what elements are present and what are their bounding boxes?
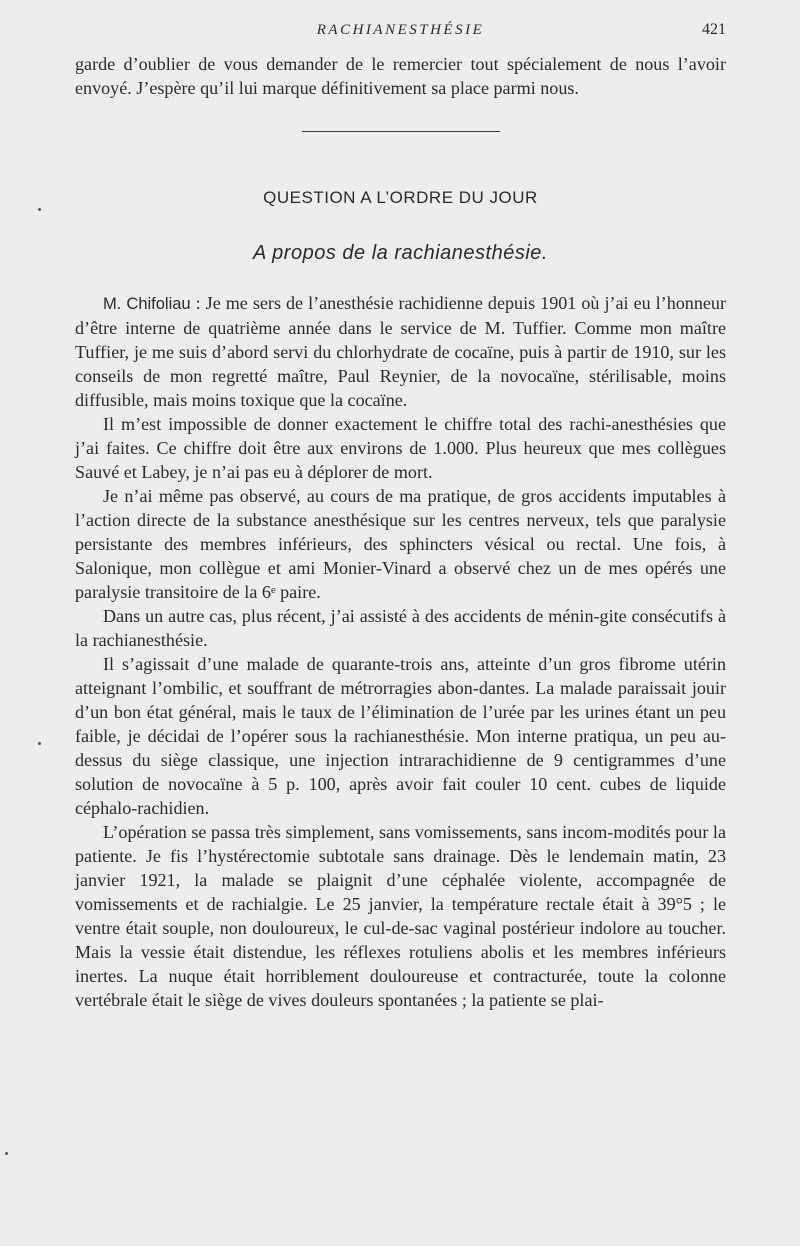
- section-divider: [302, 131, 500, 132]
- paragraph-case-history: Il s’agissait d’une malade de quarante-trois ans, atteinte d’un gros fibrome utérin atteignant l’ombilic, et souffrant de métrorragies abon-dantes. La malade paraissait jouir d’un bon état général, mais le taux de l’élimination de l’urée par les urines étant un peu faible, je décidai de l’opérer sous la rachianesthésie. Mon interne pratiqua, un peu au-dessus du siège classique, une injection intrarachidienne de 9 centigrammes d’une solution de novocaïne à 5 p. 100, après avoir fait couler 10 cent. cubes de liquide céphalo-rachidien.: [75, 654, 726, 818]
- paragraph-operation: L’opération se passa très simplement, sans vomissements, sans incom-modités pour la patiente. Je fis l’hystérectomie subtotale sans drainage. Dès le lendemain matin, 23 janvier 1921, la malade se plaignit d’une céphalée violente, accompagnée de vomissements et de rachialgie. Le 25 janvier, la température rectale était à 39°5 ; le ventre était souple, non douloureux, le cul-de-sac vaginal postérieur indolore au toucher. Mais la vessie était distendue, les réflexes rotuliens abolis et les membres inférieurs inertes. La nuque était horriblement douloureuse et contracturée, toute la colonne vertébrale était le siège de vives douleurs spontanées ; la patiente se plai-: [75, 822, 726, 1010]
- print-speck: [38, 742, 41, 745]
- speaker-name: M. Chifoliau: [103, 295, 191, 313]
- print-speck: [38, 208, 41, 211]
- running-head: [75, 0, 726, 52]
- intro-paragraph: garde d’oublier de vous demander de le remercier tout spécialement de nous l’avoir envoyé. J’espère qu’il lui marque définitivement sa place parmi nous.: [75, 54, 726, 98]
- section-title: QUESTION A L’ORDRE DU JOUR: [263, 188, 538, 207]
- first-paragraph: [75, 291, 726, 412]
- paragraph-meningitis: Dans un autre cas, plus récent, j’ai assisté à des accidents de ménin-gite consécutifs à la rachianesthésie.: [75, 606, 726, 650]
- paragraph-accidents: Je n’ai même pas observé, au cours de ma pratique, de gros accidents imputables à l’action directe de la substance anesthésique sur les centres nerveux, tels que paralysie persistante des membres inférieurs, des sphincters vésical ou rectal. Une fois, à Salonique, mon collègue et ami Monier-Vinard a observé chez un de mes opérés une paralysie transitoire de la 6ᵉ paire.: [75, 486, 726, 602]
- print-speck: [5, 1152, 8, 1155]
- first-paragraph-text: : Je me sers de l’anesthésie rachidienne depuis 1901 où j’ai eu l’honneur d’être interne de quatrième année dans le service de M. Tuffier. Comme mon maître Tuffier, je me suis d’abord servi du chlorhydrate de cocaïne, puis à partir de 1910, sur les conseils de mon regretté maître, Paul Reynier, de la novocaïne, stérilisable, moins diffusible, mais moins toxique que la cocaïne.: [75, 293, 726, 410]
- paragraph-total-count: Il m’est impossible de donner exactement le chiffre total des rachi-anesthésies que j’ai faites. Ce chiffre doit être aux environs de 1.000. Plus heureux que mes collègues Sauvé et Labey, je n’ai pas eu à déplorer de mort.: [75, 414, 726, 482]
- running-title: RACHIANESTHÉSIE: [316, 22, 485, 38]
- section-subject: A propos de la rachianesthésie.: [253, 242, 548, 264]
- page-number: 421: [702, 21, 726, 38]
